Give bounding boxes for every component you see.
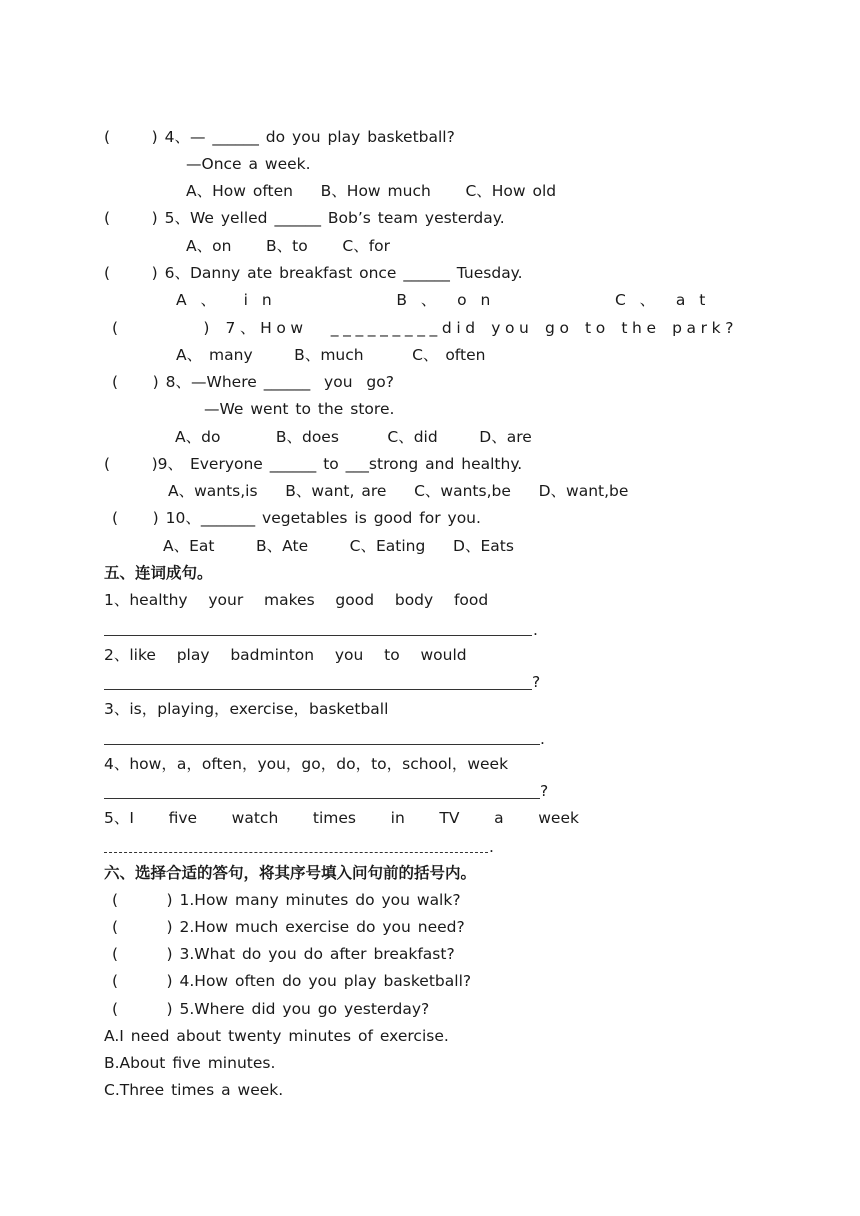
answer-line-4 [104,798,540,799]
sentence-item-3: 3、is，playing，exercise，basketball [104,700,389,718]
answer-line-5 [104,852,488,853]
question-8-reply: —We went to the store. [204,400,395,418]
section-5-heading: 五、连词成句。 [104,564,213,582]
question-7-stem: ( ) 7、How _________did you go to the park? [112,319,739,337]
sentence-item-1: 1、healthy your makes good body food [104,591,489,609]
question-10-options: A、Eat B、Ate C、Eating D、Eats [163,537,514,555]
answer-line-1-end: . [533,621,538,639]
question-10-stem: ( ) 10、_______ vegetables is good for you. [112,509,481,527]
question-4-reply: —Once a week. [186,155,311,173]
answer-line-4-end: ? [540,782,549,800]
match-question-1: ( ) 1.How many minutes do you walk? [112,891,461,909]
section-6-heading: 六、选择合适的答句，将其序号填入问句前的括号内。 [104,864,477,882]
answer-line-3-end: . [540,730,545,748]
question-8-stem: ( ) 8、—Where ______ you go? [112,373,394,391]
question-5-options: A、on B、to C、for [186,237,391,255]
sentence-item-4: 4、how，a，often，you，go，do，to，school，week [104,755,509,773]
question-9-options: A、wants,is B、want, are C、wants,be D、want,be [168,482,629,500]
answer-line-1 [104,635,532,636]
sentence-item-2: 2、like play badminton you to would [104,646,467,664]
question-7-options: A、 many B、much C、 often [176,346,486,364]
question-9-stem: ( )9、 Everyone ______ to ___strong and healthy. [104,455,523,473]
question-8-options: A、do B、does C、did D、are [175,428,532,446]
match-answer-a: A.I need about twenty minutes of exercise. [104,1027,449,1045]
match-answer-b: B.About five minutes. [104,1054,276,1072]
sentence-item-5: 5、I five watch times in TV a week [104,809,579,827]
answer-line-2-end: ? [532,673,541,691]
question-4-options: A、How often B、How much C、How old [186,182,557,200]
answer-line-2 [104,689,532,690]
question-4-stem: ( ) 4、— ______ do you play basketball? [104,128,455,146]
match-answer-c: C.Three times a week. [104,1081,284,1099]
match-question-5: ( ) 5.Where did you go yesterday? [112,1000,430,1018]
match-question-3: ( ) 3.What do you do after breakfast? [112,945,455,963]
answer-line-3 [104,744,540,745]
question-6-options: A 、 i n B 、 o n C 、 a t [176,291,706,309]
match-question-2: ( ) 2.How much exercise do you need? [112,918,465,936]
match-question-4: ( ) 4.How often do you play basketball? [112,972,472,990]
question-6-stem: ( ) 6、Danny ate breakfast once ______ Tuesday. [104,264,523,282]
question-5-stem: ( ) 5、We yelled ______ Bob’s team yesterday. [104,209,505,227]
answer-line-5-end: . [489,838,494,856]
